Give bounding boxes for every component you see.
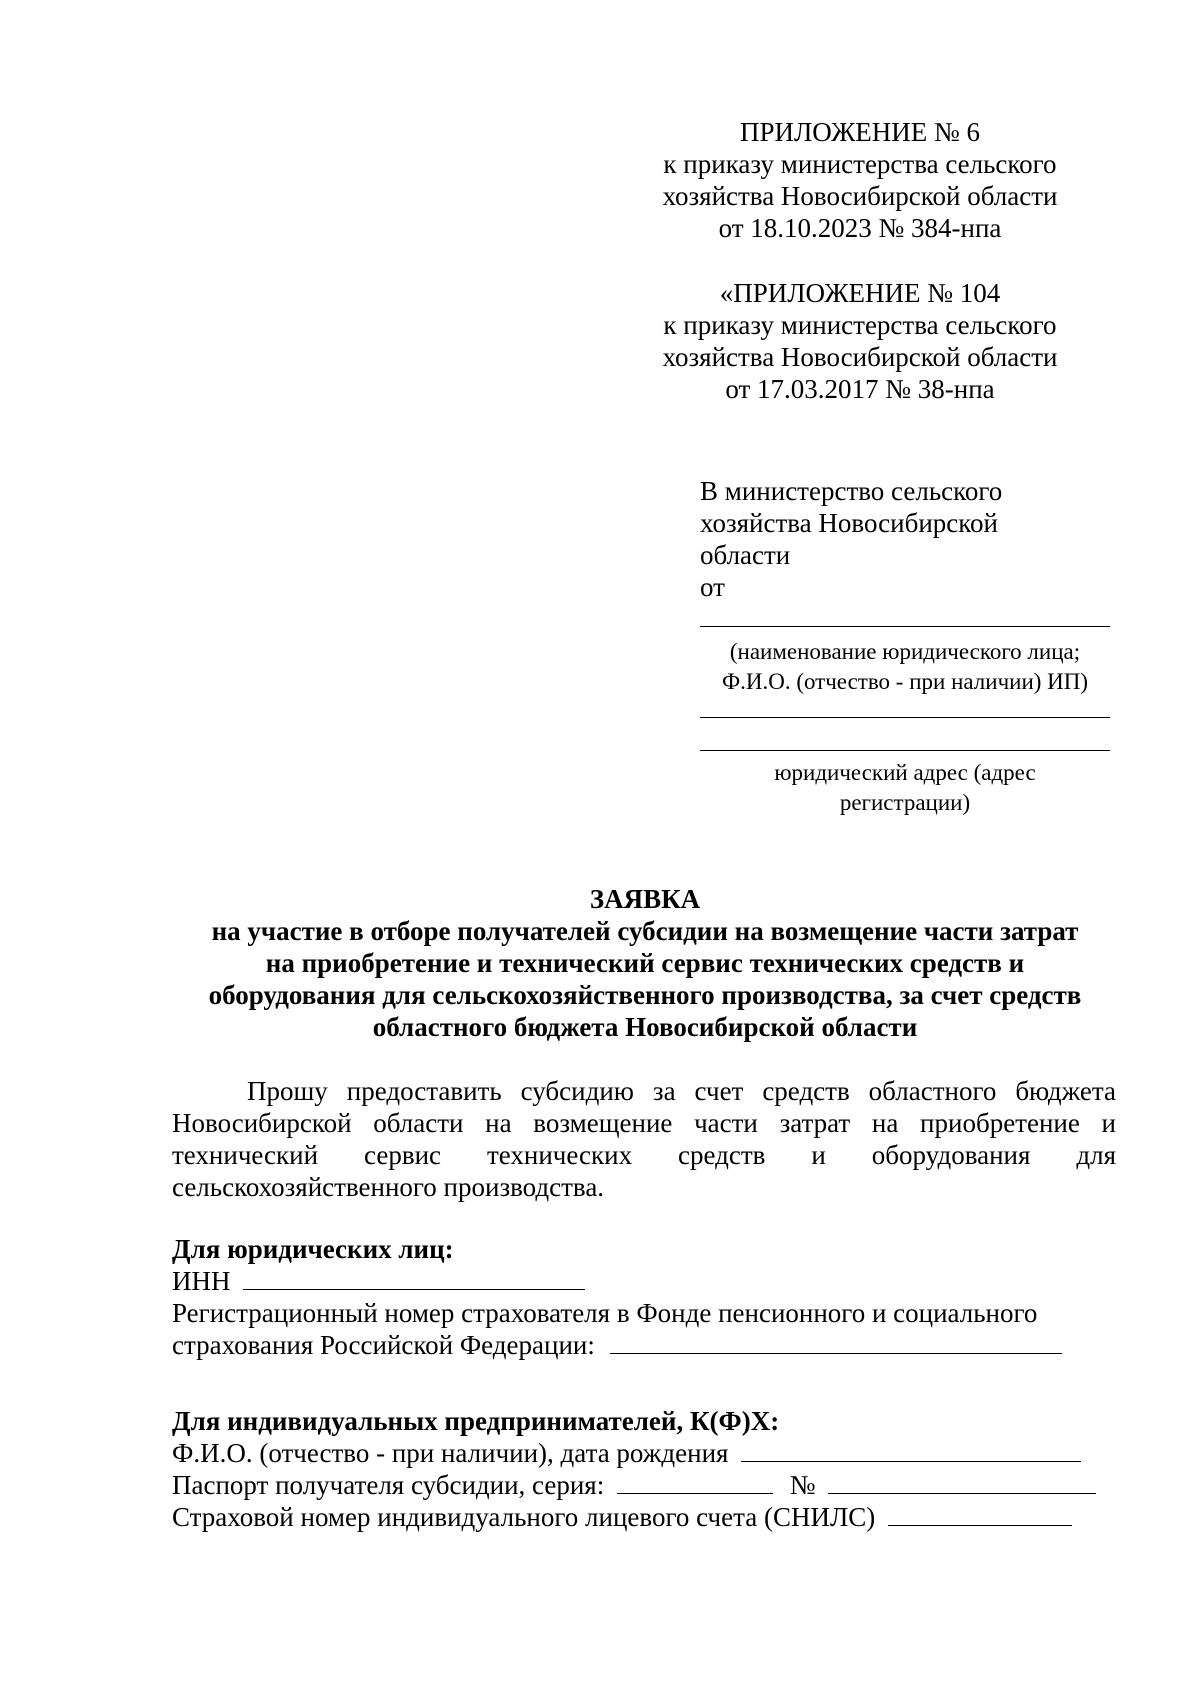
addressee-line-4: от [700,572,725,602]
legal-address-caption [690,758,1120,818]
registration-number-field[interactable] [610,1329,1062,1354]
appendix-6-line-1: к приказу министерства сельского [663,149,1057,179]
appendix-6-title: ПРИЛОЖЕНИЕ № 6 [739,117,981,147]
appendix-104-block [600,277,1120,405]
fio-field[interactable] [741,1437,1081,1462]
request-line-1: Прошу предоставить субсидию за счет средств областного бюджета [247,1076,1116,1106]
passport-number-field[interactable] [828,1469,1096,1494]
appendix-104-line-1: к приказу министерства сельского [663,310,1057,340]
snils-field[interactable] [888,1501,1072,1526]
application-subtitle-line-2: на приобретение и технический сервис технических средств и [265,948,1025,978]
application-title: ЗАЯВКА [589,884,701,914]
application-subtitle-line-3: оборудования для сельскохозяйственного производства, за счет средств [208,980,1082,1010]
addressee-line-1: В министерство сельского [700,476,1003,506]
applicant-name-caption-line-1: (наименование юридического лица; [729,639,1081,664]
request-paragraph [172,1075,1116,1203]
inn-field[interactable] [243,1265,585,1290]
appendix-104-line-3: от 17.03.2017 № 38-нпа [725,374,995,404]
passport-row [172,1469,1096,1501]
appendix-6-block [600,116,1120,244]
application-subtitle-line-1: на участие в отборе получателей субсидии на возмещение части затрат [211,916,1079,946]
inn-row [172,1265,585,1297]
passport-number-label: № [789,1470,816,1500]
legal-address-caption-line-2: регистрации) [839,790,971,815]
addressee-line-3: области [700,540,791,570]
addressee-line-2: хозяйства Новосибирской [700,508,998,538]
applicant-name-field[interactable] [700,626,1110,627]
request-line-3: технический сервис технических средств и оборудования для [172,1140,1116,1170]
registration-number-row [172,1329,1062,1361]
registration-number-line-1: Регистрационный номер страхователя в Фонде пенсионного и социального [172,1298,1038,1328]
legal-entities-heading: Для юридических лиц: [172,1234,454,1264]
addressee-block [700,475,1120,603]
application-heading [140,883,1150,1043]
application-subtitle-line-4: областного бюджета Новосибирской области [372,1012,918,1042]
snils-label: Страховой номер индивидуального лицевого счета (СНИЛС) [172,1502,876,1532]
applicant-extra-field[interactable] [700,717,1110,718]
legal-address-caption-line-1: юридический адрес (адрес [774,760,1036,785]
applicant-name-caption-line-2: Ф.И.О. (отчество - при наличии) ИП) [721,669,1089,694]
fio-label: Ф.И.О. (отчество - при наличии), дата рождения [172,1438,729,1468]
passport-series-label: Паспорт получателя субсидии, серия: [172,1470,605,1500]
snils-row [172,1501,1072,1533]
registration-number-label: страхования Российской Федерации: [172,1330,595,1360]
legal-address-field[interactable] [700,750,1110,751]
appendix-104-line-2: хозяйства Новосибирской области [662,342,1058,372]
fio-row [172,1437,1081,1469]
applicant-name-caption [690,637,1120,697]
individual-entrepreneurs-heading: Для индивидуальных предпринимателей, К(Ф)Х: [172,1406,780,1436]
appendix-6-line-2: хозяйства Новосибирской области [662,181,1058,211]
request-line-4: сельскохозяйственного производства. [172,1172,605,1202]
inn-label: ИНН [172,1266,231,1296]
appendix-104-title: «ПРИЛОЖЕНИЕ № 104 [719,278,1001,308]
passport-series-field[interactable] [617,1469,773,1494]
request-line-2: Новосибирской области на возмещение части затрат на приобретение и [172,1108,1116,1138]
appendix-6-line-3: от 18.10.2023 № 384-нпа [718,213,1002,243]
